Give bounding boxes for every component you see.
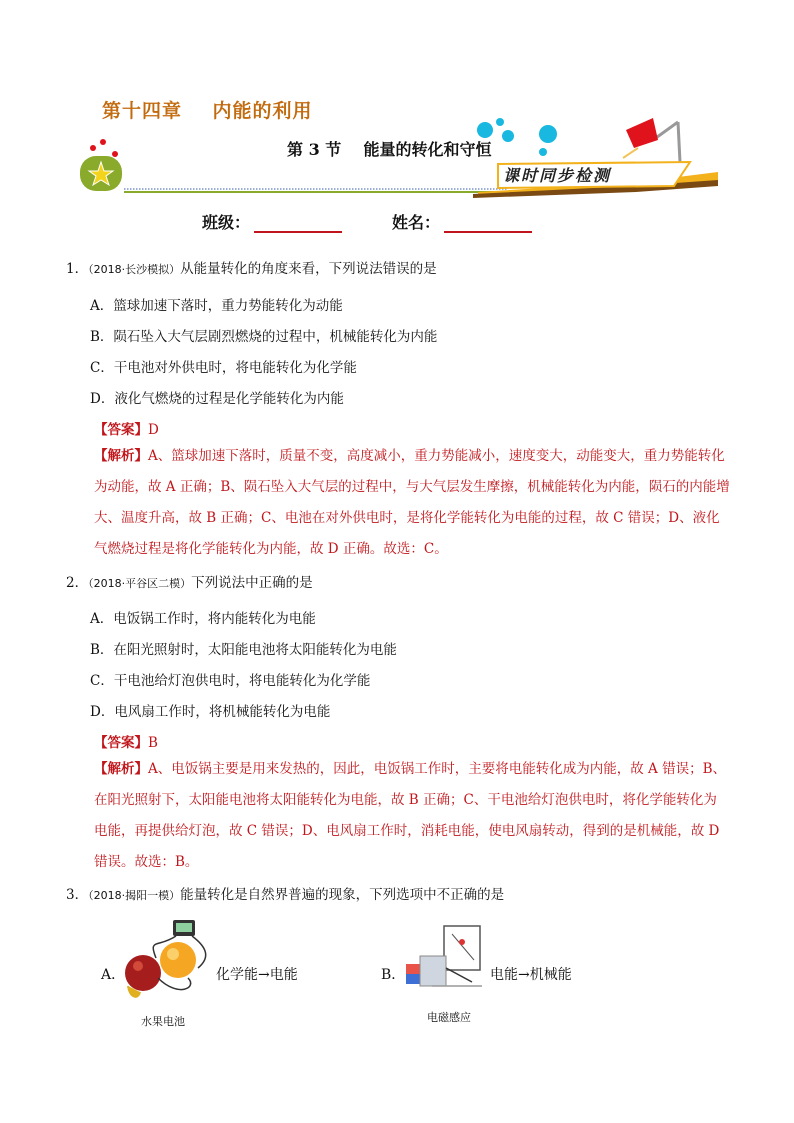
figure-b-letter: B． xyxy=(381,967,406,983)
lamp-icon xyxy=(623,118,680,162)
electromagnetic-image xyxy=(402,920,490,1000)
section-title: 第 3 节 能量的转化和守恒 xyxy=(287,140,492,159)
figure-b-label: 电磁感应 xyxy=(427,1011,471,1024)
analysis: 【解析】A、电饭锅主要是用来发热的，因此，电饭锅工作时，主要将电能转化成为内能，故 A 错误；B、在阳光照射下，太阳能电池将太阳能转化为电能，故 B 正确；C、干电池给灯泡供电时，将化学能转化为电能，再提供给灯泡，故 C 错误；D、电风扇工作时，消耗电能，使电风扇转动，得到的是机械能，故 D 错误。故选：B。 xyxy=(94,761,727,870)
option-c: C．干电池对外供电时，将电能转化为化学能 xyxy=(90,360,357,376)
figure-a-caption: 化学能→电能 xyxy=(216,967,298,983)
option-d: D．电风扇工作时，将机械能转化为电能 xyxy=(90,704,331,720)
option-b: B．陨石坠入大气层剧烈燃烧的过程中，机械能转化为内能 xyxy=(90,329,438,345)
question-stem: 2．（2018·平谷区二模）下列说法中正确的是 xyxy=(66,575,313,591)
name-label: 姓名： xyxy=(392,213,441,232)
figure-a-letter: A． xyxy=(101,967,126,983)
name-field xyxy=(392,210,532,233)
question-stem: 1．（2018·长沙模拟）从能量转化的角度来看，下列说法错误的是 xyxy=(66,261,437,277)
name-blank[interactable] xyxy=(444,215,532,233)
question-source: （2018·长沙模拟） xyxy=(88,263,181,276)
option-a: A．篮球加速下落时，重力势能转化为动能 xyxy=(90,298,343,314)
answer: 【答案】D xyxy=(94,422,159,438)
question-source: （2018·平谷区二模） xyxy=(88,577,192,590)
star-badge-icon xyxy=(80,139,122,191)
figure-b-caption: 电能→机械能 xyxy=(490,967,572,983)
class-blank[interactable] xyxy=(254,215,342,233)
bubble-icon xyxy=(477,122,493,138)
option-b: B．在阳光照射时，太阳能电池将太阳能转化为电能 xyxy=(90,642,397,658)
option-c: C．干电池给灯泡供电时，将电能转化为化学能 xyxy=(90,673,371,689)
class-field xyxy=(202,210,342,233)
fruit-battery-image xyxy=(118,918,216,1004)
analysis: 【解析】A、篮球加速下落时，质量不变，高度减小，重力势能减小，速度变大，动能变大，重力势能转化为动能，故 A 正确；B、陨石坠入大气层的过程中，与大气层发生摩擦，机械能转化为内能，陨石的内能增大、温度升高，故 B 正确；C、电池在对外供电时，是将化学能转化为电能的过程，故 C 错误；D、液化气燃烧过程是将化学能转化为内能，故 D 正确。故选：C。 xyxy=(94,448,730,557)
chapter-title: 第十四章 内能的利用 xyxy=(102,100,313,122)
question-stem: 3．（2018·揭阳一模）能量转化是自然界普遍的现象，下列选项中不正确的是 xyxy=(66,887,505,903)
option-a: A．电饭锅工作时，将内能转化为电能 xyxy=(90,611,316,627)
figure-a-label: 水果电池 xyxy=(141,1015,185,1028)
option-d: D．液化气燃烧的过程是化学能转化为内能 xyxy=(90,391,344,407)
question-source: （2018·揭阳一模） xyxy=(88,889,181,902)
answer: 【答案】B xyxy=(94,735,158,751)
class-label: 班级： xyxy=(202,213,251,232)
badge-label: 课时同步检测 xyxy=(503,166,612,185)
